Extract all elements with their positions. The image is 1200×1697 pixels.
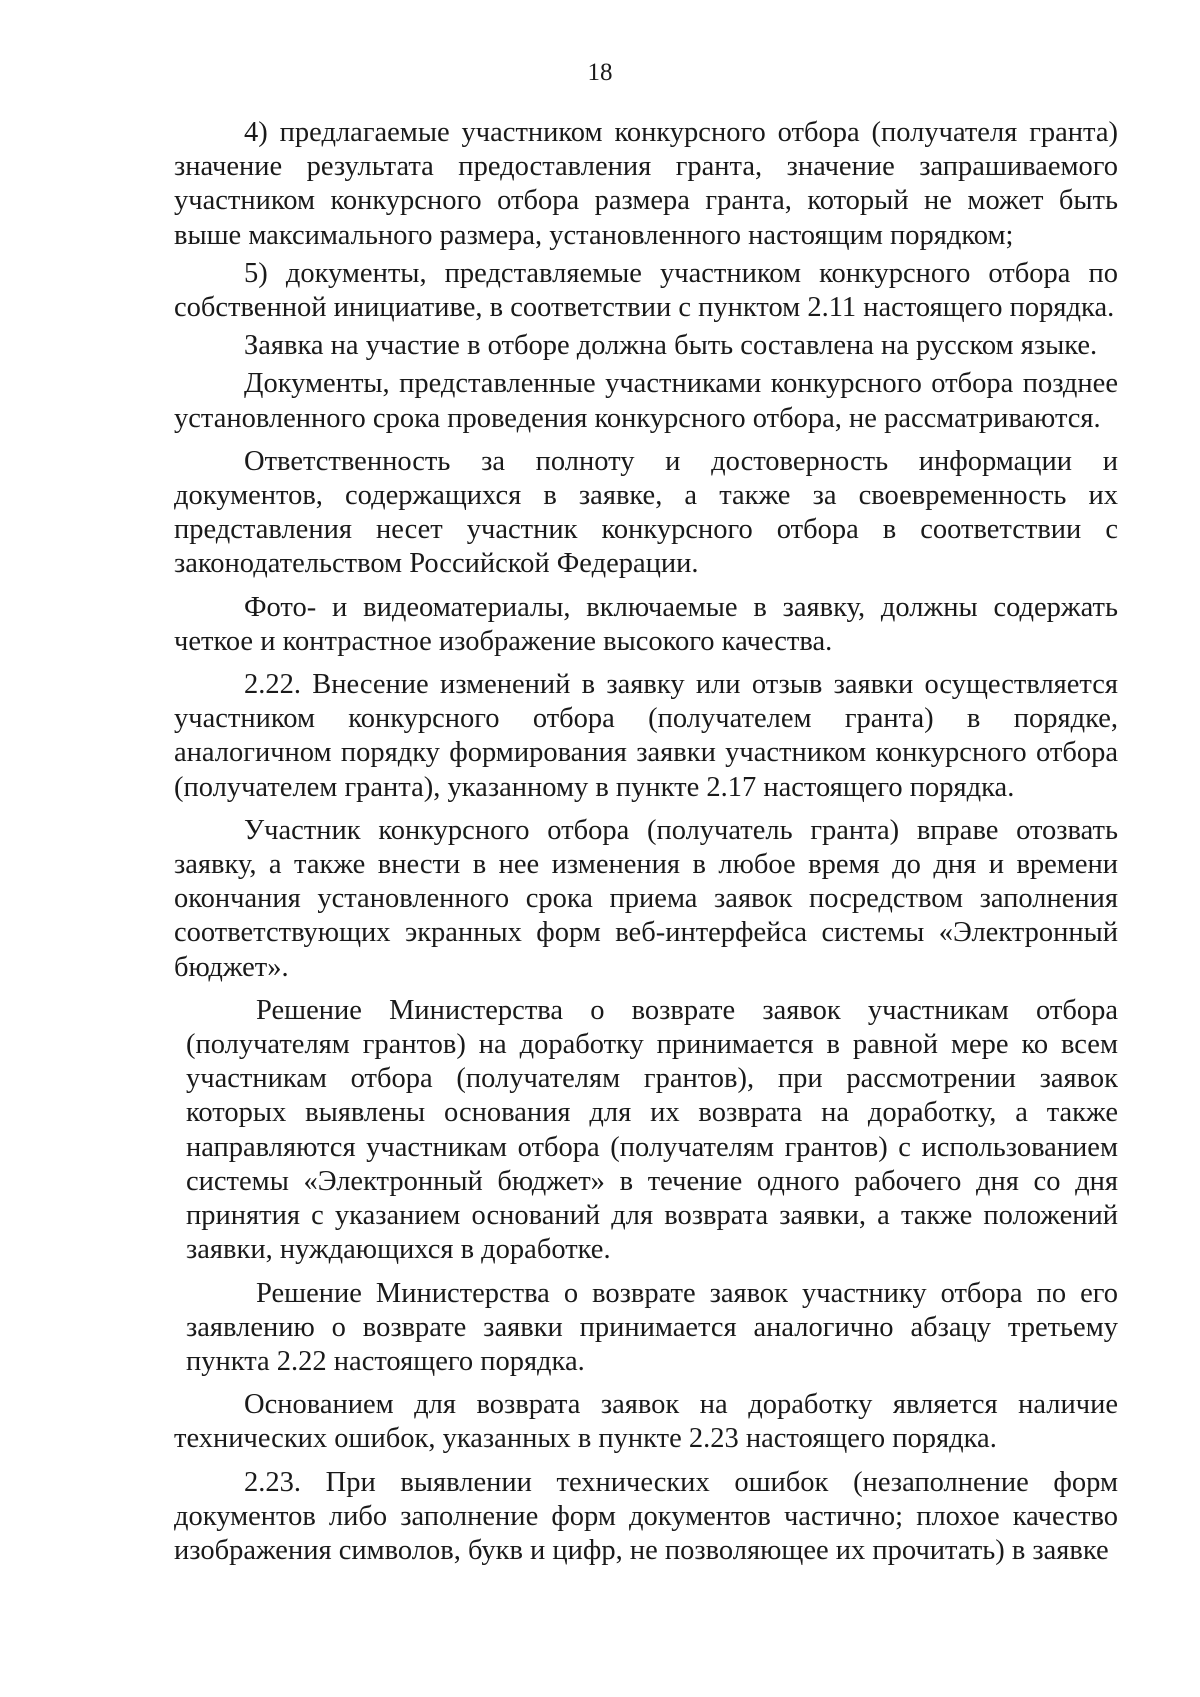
paragraph-clause-2-22: 2.22. Внесение изменений в заявку или отзыв заявки осуществляется участником конкурсного отбора (получателем гранта) в порядке, аналогичном порядку формирования заявки участником конкурсного отбора (получателем гранта), указанному в пункте 2.17 настоящего порядка. (174, 669, 1118, 803)
paragraph-clause-2-23: 2.23. При выявлении технических ошибок (незаполнение форм документов либо заполнение форм документов частично; плохое качество изображения символов, букв и цифр, не позволяющее их прочитать) в заявке (174, 1466, 1118, 1566)
paragraph-return-grounds: Основанием для возврата заявок на доработку является наличие технических ошибок, указанных в пункте 2.23 настоящего порядка. (174, 1389, 1118, 1455)
paragraph-ministry-return-decision: Решение Министерства о возврате заявок участникам отбора (получателям грантов) на доработку принимается в равной мере ко всем участникам отбора (получателям грантов), при рассмотрении заявок которых выявлены основания для их возврата на доработку, а также направляются участникам отбора (получателям грантов) с использованием системы «Электронный бюджет» в течение одного рабочего дня со дня принятия с указанием оснований для возврата заявки, а также положений заявки, нуждающихся в доработке. (186, 994, 1118, 1266)
paragraph-item-4: 4) предлагаемые участником конкурсного отбора (получателя гранта) значение результата предоставления гранта, значение запрашиваемого участником конкурсного отбора размера гранта, который не может быть выше максимального размера, установленного настоящим порядком; (174, 117, 1118, 251)
paragraph-late-documents: Документы, представленные участниками конкурсного отбора позднее установленного срока проведения конкурсного отбора, не рассматриваются. (174, 368, 1118, 434)
paragraph-withdraw-application: Участник конкурсного отбора (получатель гранта) вправе отозвать заявку, а также внести в нее изменения в любое время до дня и времени окончания установленного срока приема заявок посредством заполнения соответствующих экранных форм веб-интерфейса системы «Электронный бюджет». (174, 814, 1118, 983)
paragraph-ministry-return-by-request: Решение Министерства о возврате заявок участнику отбора по его заявлению о возврате заявки принимается аналогично абзацу третьему пункта 2.22 настоящего порядка. (186, 1277, 1118, 1377)
paragraph-responsibility: Ответственность за полноту и достоверность информации и документов, содержащихся в заявке, а также за своевременность их представления несет участник конкурсного отбора в соответствии с законодательством Российской Федерации. (174, 445, 1118, 580)
document-body (174, 116, 1118, 1568)
page-number: 18 (587, 59, 613, 86)
paragraph-photo-video: Фото- и видеоматериалы, включаемые в заявку, должны содержать четкое и контрастное изображение высокого качества. (174, 591, 1118, 657)
paragraph-item-5: 5) документы, представляемые участником конкурсного отбора по собственной инициативе, в соответствии с пунктом 2.11 настоящего порядка. (174, 257, 1118, 324)
paragraph-russian-language: Заявка на участие в отборе должна быть составлена на русском языке. (244, 330, 1098, 362)
